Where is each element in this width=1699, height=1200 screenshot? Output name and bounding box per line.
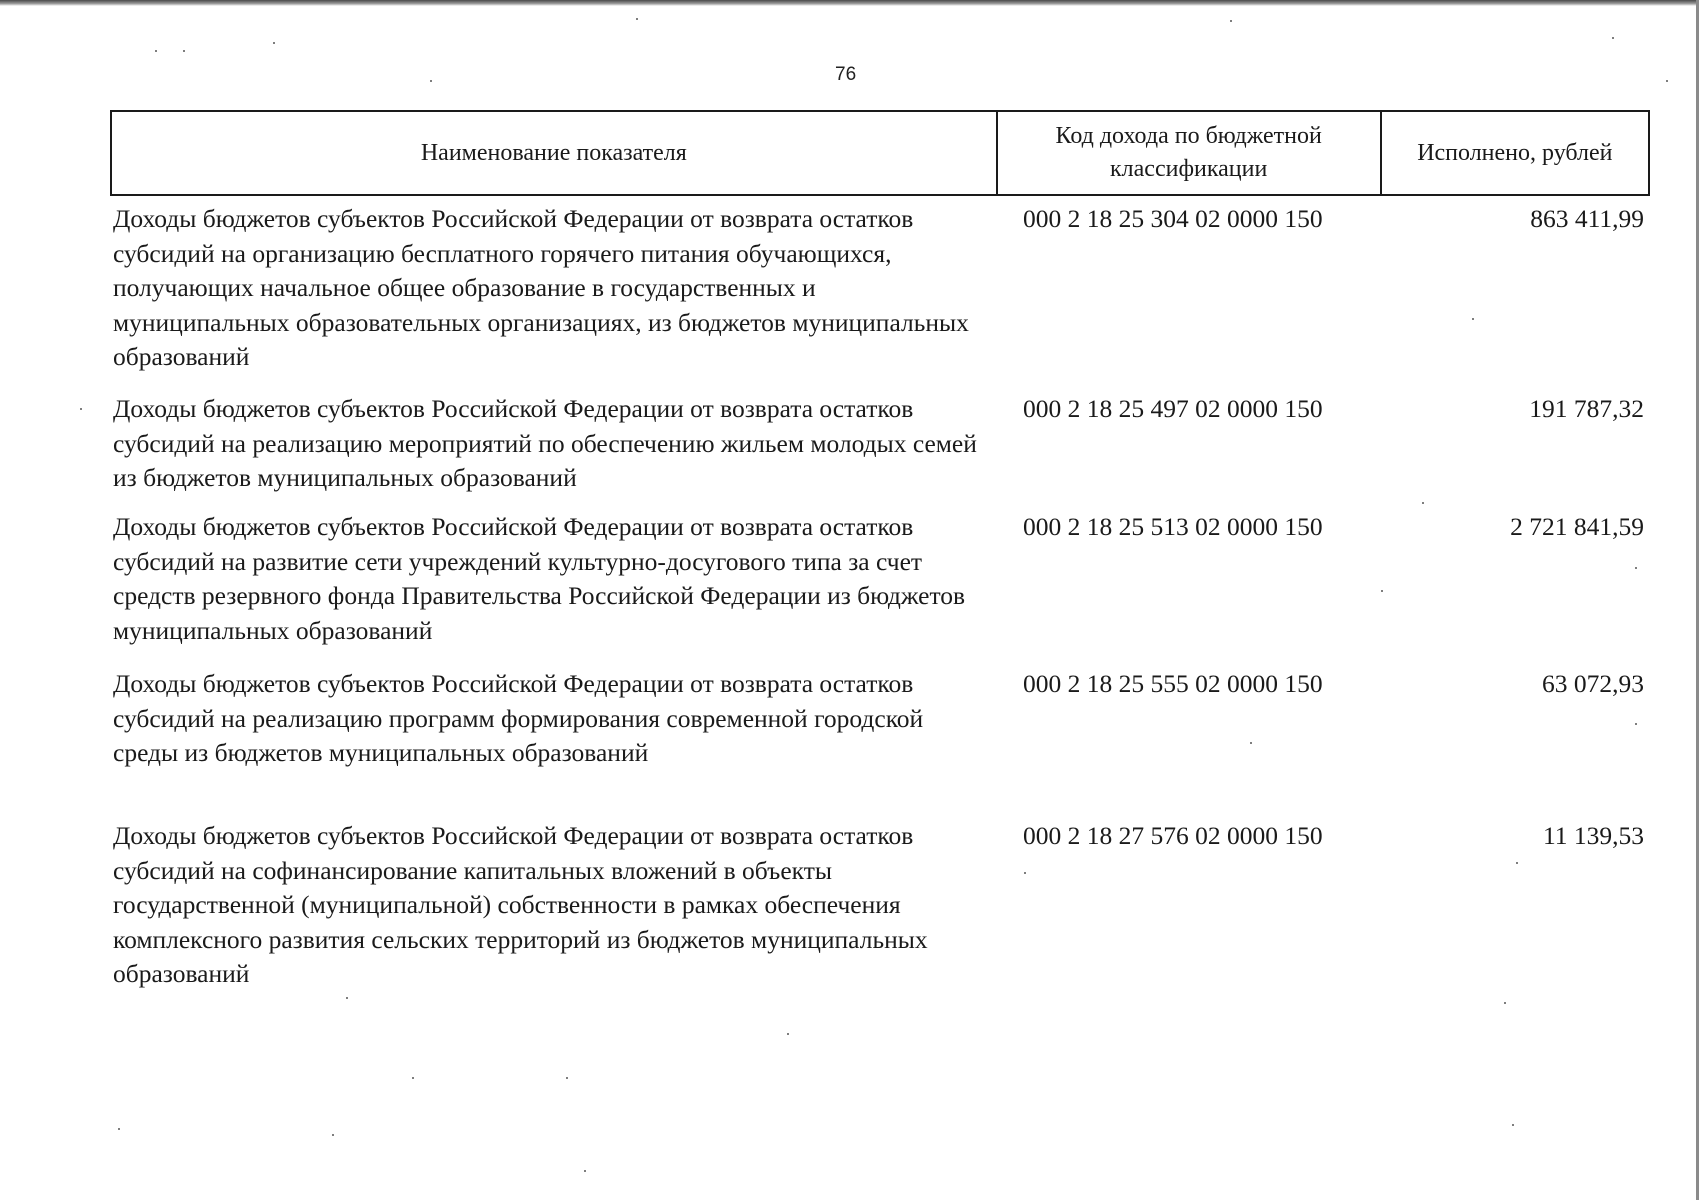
scan-speck [430,80,432,82]
scan-edge-top [0,0,1699,6]
scan-speck [1422,502,1424,504]
row-amount: 863 411,99 [1530,204,1644,233]
scan-speck [1230,20,1232,22]
income-table [110,110,1650,988]
row-code: 000 2 18 25 555 02 0000 150 [1023,669,1323,698]
scan-speck [155,50,157,52]
row-name: Доходы бюджетов субъектов Российской Федерации от возврата остатков субсидий на реализацию программ формирования современной городской среды из бюджетов муниципальных образований [113,669,924,767]
page-number: 76 [835,64,857,85]
row-amount: 2 721 841,59 [1510,512,1644,541]
scan-speck [1472,318,1474,320]
scan-speck [273,42,275,44]
row-code: 000 2 18 25 304 02 0000 150 [1023,204,1323,233]
header-code: Код дохода по бюджетной классификации [998,112,1382,194]
scan-speck [1504,1002,1506,1004]
scan-speck [566,1077,568,1079]
row-amount: 191 787,32 [1529,394,1644,423]
table-row [110,819,1650,992]
row-name: Доходы бюджетов субъектов Российской Федерации от возврата остатков субсидий на развитие сети учреждений культурно-досугового типа за счет средств резервного фонда Правительства Российской Федерации из бюджетов муниципальных образований [113,512,966,645]
scan-speck [1612,37,1614,39]
row-code: 000 2 18 25 513 02 0000 150 [1023,512,1323,541]
table-row [110,392,1650,496]
scan-speck [584,1170,586,1172]
scan-speck [1635,567,1637,569]
scan-speck [412,1077,414,1079]
row-name: Доходы бюджетов субъектов Российской Федерации от возврата остатков субсидий на софинансирование капитальных вложений в объекты государственной (муниципальной) собственности в рамках обеспечения комплексного развития сельских территорий из бюджетов муниципальных образований [113,821,928,988]
scan-speck [787,1033,789,1035]
scan-speck [1516,862,1518,864]
scan-speck [118,1128,120,1130]
scan-speck [183,50,185,52]
scan-speck [1381,590,1383,592]
row-amount: 63 072,93 [1542,669,1644,698]
header-amount: Исполнено, рублей [1417,139,1613,166]
row-code: 000 2 18 27 576 02 0000 150 [1023,821,1323,850]
scan-speck [1250,742,1252,744]
table-header [110,110,1650,196]
table-row [110,202,1650,375]
row-code: 000 2 18 25 497 02 0000 150 [1023,394,1323,423]
table-row [110,667,1650,771]
scan-speck [80,408,82,410]
table-row [110,510,1650,648]
scan-speck [1512,1124,1514,1126]
scan-speck [332,1134,334,1136]
header-name: Наименование показателя [112,112,998,194]
scan-speck [1666,80,1668,82]
scan-speck [1635,723,1637,725]
row-amount: 11 139,53 [1542,821,1644,850]
scan-speck [636,18,638,20]
scan-speck [1024,872,1026,874]
row-name: Доходы бюджетов субъектов Российской Федерации от возврата остатков субсидий на организацию бесплатного горячего питания обучающихся, получающих начальное общее образование в государственных и муниципальных образовательных организациях, из бюджетов муниципальных образований [113,204,969,371]
scan-speck [346,997,348,999]
row-name: Доходы бюджетов субъектов Российской Федерации от возврата остатков субсидий на реализацию мероприятий по обеспечению жильем молодых семей из бюджетов муниципальных образований [113,394,977,492]
